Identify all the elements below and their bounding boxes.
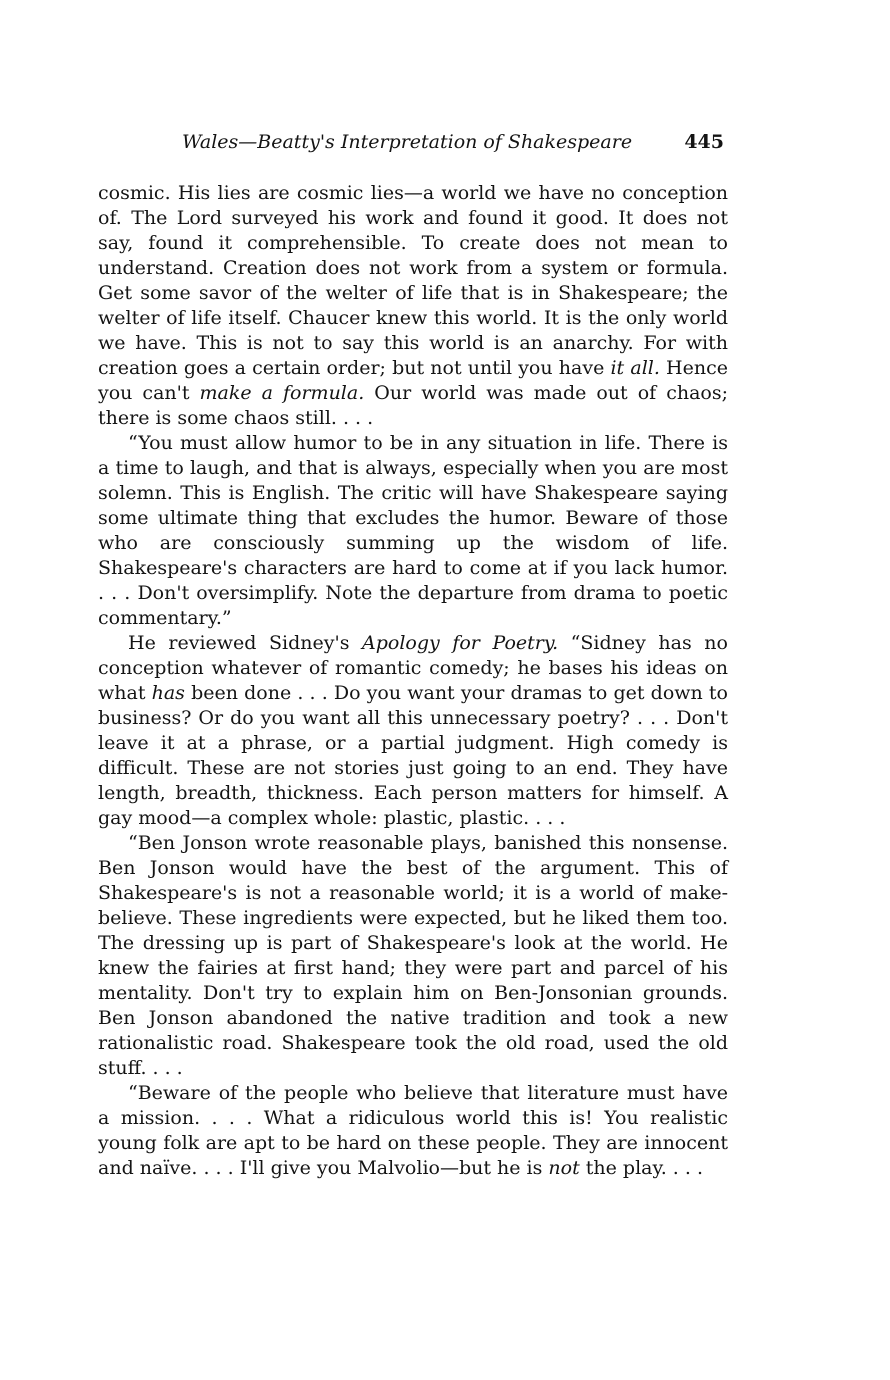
paragraph-1 bbox=[98, 181, 728, 431]
italic-segment: Apology for Poetry. bbox=[362, 632, 559, 654]
text-segment: Our world was made out of chaos; there is some chaos still. . . . bbox=[98, 382, 729, 429]
text-segment: cosmic. His lies are cosmic lies—a world we have no conception of. The Lord surveyed his work and found it good. It does not say, found it comprehensible. To create does not mean to understand. Creation does not work from a system or formula. Get some savor of the welter of life that is in Shakespeare; the welter of life itself. Chaucer knew this world. It is the only world we have. This is not to say this world is an anarchy. For with creation goes a certain order; but not until you have bbox=[98, 182, 728, 379]
text-segment: Hence you can't bbox=[98, 357, 728, 404]
text-segment: “Beware of the people who believe that literature must have a mission. . . . What a ridiculous world this is! You realistic young folk are apt to be hard on these people. They are innocent and naïve. . . . I'll give you Malvolio—but he is bbox=[98, 1082, 728, 1179]
page-header bbox=[98, 131, 728, 159]
italic-segment: has bbox=[151, 682, 185, 704]
text-segment: “Ben Jonson wrote reasonable plays, banished this nonsense. Ben Jonson would have the best of the argument. This of Shakespeare's is not a reasonable world; it is a world of make-believe. These ingredients were expected, but he liked them too. The dressing up is part of Shakespeare's look at the world. He knew the fairies at first hand; they were part and parcel of his mentality. Don't try to explain him on Ben-Jonsonian grounds. Ben Jonson abandoned the native tradition and took a new rationalistic road. Shakespeare took the old road, used the old stuff. . . . bbox=[98, 832, 728, 1079]
italic-segment: not bbox=[548, 1157, 580, 1179]
text-segment: “You must allow humor to be in any situation in life. There is a time to laugh, and that is always, especially when you are most solemn. This is English. The critic will have Shakespeare saying some ultimate thing that excludes the humor. Beware of those who are consciously summing up the wisdom of life. Shakespeare's characters are hard to come at if you lack humor. . . . Don't oversimplify. Note the departure from drama to poetic commentary.” bbox=[98, 432, 728, 629]
italic-segment: it all. bbox=[610, 357, 660, 379]
text-segment: been done . . . Do you want your dramas to get down to business? Or do you want all this unnecessary poetry? . . . Don't leave it at a phrase, or a partial judgment. High comedy is difficult. These are not stories just going to an end. They have length, breadth, thickness. Each person matters for himself. A gay mood—a complex whole: plastic, plastic. . . . bbox=[98, 682, 728, 829]
paragraph-2 bbox=[98, 431, 728, 631]
body-text bbox=[98, 181, 728, 1181]
text-segment: He reviewed Sidney's bbox=[128, 632, 363, 654]
paragraph-5 bbox=[98, 1081, 728, 1181]
text-segment: the play. . . . bbox=[579, 1157, 703, 1179]
page-number: 445 bbox=[684, 131, 724, 153]
paragraph-3 bbox=[98, 631, 728, 831]
running-title: Wales—Beatty's Interpretation of Shakespeare bbox=[182, 131, 633, 153]
italic-segment: make a formula. bbox=[199, 382, 365, 404]
paragraph-4 bbox=[98, 831, 728, 1081]
text-segment: “Sidney has no conception whatever of romantic comedy; he bases his ideas on what bbox=[98, 632, 728, 704]
